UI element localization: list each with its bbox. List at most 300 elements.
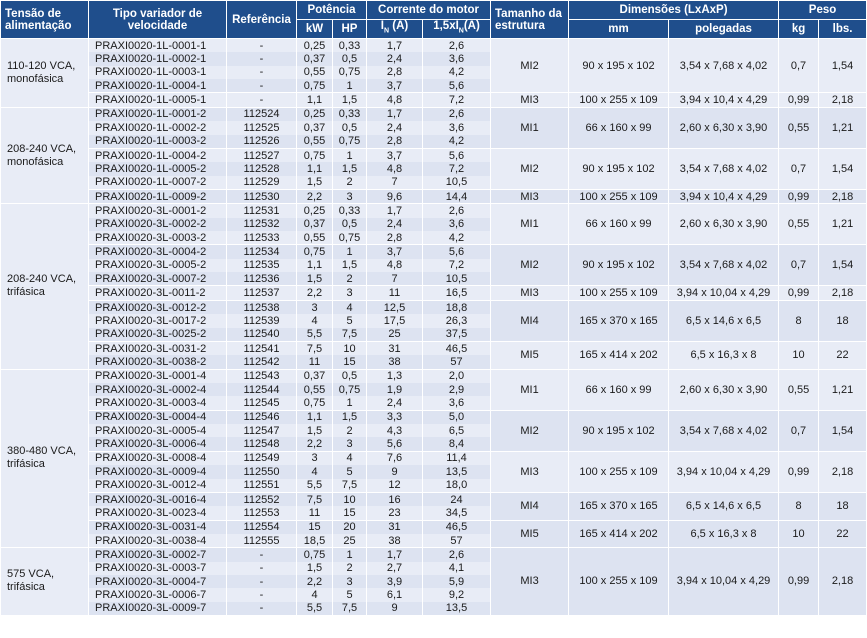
polegadas-cell: 6,5 x 14,6 x 6,5 — [669, 492, 779, 520]
hp-cell: 7,5 — [333, 328, 367, 342]
in-cell: 2,4 — [367, 52, 423, 65]
hp-cell: 1 — [333, 79, 367, 93]
i15-cell: 4,2 — [423, 135, 491, 149]
mm-cell: 66 x 160 x 99 — [569, 204, 669, 245]
kw-cell: 0,75 — [297, 148, 333, 162]
referencia-cell: - — [227, 79, 297, 93]
header-tipo: Tipo variador de velocidade — [89, 1, 227, 39]
in-cell: 2,8 — [367, 231, 423, 245]
header-i15-sub: N — [458, 27, 464, 35]
tipo-cell: PRAXI0020-3L-0009-7 — [89, 602, 227, 615]
polegadas-cell: 3,54 x 7,68 x 4,02 — [669, 39, 779, 93]
referencia-cell: 112524 — [227, 107, 297, 121]
in-cell: 9 — [367, 465, 423, 478]
in-cell: 4,3 — [367, 424, 423, 437]
hp-cell: 0,75 — [333, 231, 367, 245]
kg-cell: 0,7 — [779, 148, 819, 189]
table-row — [1, 286, 867, 300]
tipo-cell: PRAXI0020-3L-0002-7 — [89, 548, 227, 562]
referencia-cell: 112533 — [227, 231, 297, 245]
hp-cell: 4 — [333, 300, 367, 314]
lbs-cell: 1,54 — [819, 39, 867, 93]
tipo-cell: PRAXI0020-1L-0002-1 — [89, 52, 227, 65]
header-tensao: Tensão de alimentação — [1, 1, 89, 39]
hp-cell: 1 — [333, 396, 367, 410]
header-in-unit: (A) — [389, 20, 409, 33]
hp-cell: 1,5 — [333, 259, 367, 272]
in-cell: 12,5 — [367, 300, 423, 314]
i15-cell: 2,6 — [423, 39, 491, 53]
i15-cell: 5,6 — [423, 148, 491, 162]
i15-cell: 5,9 — [423, 575, 491, 588]
kw-cell: 0,55 — [297, 66, 333, 79]
i15-cell: 18,8 — [423, 300, 491, 314]
in-cell: 2,8 — [367, 135, 423, 149]
tamanho-cell: MI3 — [491, 93, 569, 107]
in-cell: 3,3 — [367, 410, 423, 424]
tipo-cell: PRAXI0020-3L-0004-7 — [89, 575, 227, 588]
polegadas-cell: 6,5 x 16,3 x 8 — [669, 341, 779, 369]
kw-cell: 0,75 — [297, 548, 333, 562]
referencia-cell: 112532 — [227, 218, 297, 231]
kw-cell: 5,5 — [297, 602, 333, 615]
referencia-cell: 112528 — [227, 162, 297, 175]
tipo-cell: PRAXI0020-1L-0005-2 — [89, 162, 227, 175]
lbs-cell: 2,18 — [819, 451, 867, 492]
i15-cell: 14,4 — [423, 189, 491, 203]
in-cell: 23 — [367, 506, 423, 520]
header-tamanho: Tamanho da estrutura — [491, 1, 569, 39]
hp-cell: 0,33 — [333, 107, 367, 121]
referencia-cell: 112547 — [227, 424, 297, 437]
referencia-cell: 112529 — [227, 176, 297, 190]
tipo-cell: PRAXI0020-3L-0012-4 — [89, 479, 227, 493]
kg-cell: 0,55 — [779, 107, 819, 148]
mm-cell: 66 x 160 x 99 — [569, 369, 669, 410]
tipo-cell: PRAXI0020-3L-0002-2 — [89, 218, 227, 231]
header-dimensoes: Dimensões (LxAxP) — [569, 1, 779, 20]
header-in — [367, 20, 423, 39]
in-cell: 2,4 — [367, 396, 423, 410]
tipo-cell: PRAXI0020-3L-0003-4 — [89, 396, 227, 410]
tamanho-cell: MI5 — [491, 341, 569, 369]
i15-cell: 3,6 — [423, 121, 491, 134]
hp-cell: 10 — [333, 492, 367, 506]
tensao-cell: 575 VCA, trifásica — [1, 548, 89, 615]
mm-cell: 100 x 255 x 109 — [569, 189, 669, 203]
i15-cell: 6,5 — [423, 424, 491, 437]
referencia-cell: 112552 — [227, 492, 297, 506]
referencia-cell: - — [227, 562, 297, 575]
mm-cell: 90 x 195 x 102 — [569, 245, 669, 286]
in-cell: 7 — [367, 176, 423, 190]
tipo-cell: PRAXI0020-3L-0009-4 — [89, 465, 227, 478]
hp-cell: 0,75 — [333, 383, 367, 396]
i15-cell: 8,4 — [423, 437, 491, 451]
tipo-cell: PRAXI0020-3L-0005-4 — [89, 424, 227, 437]
in-cell: 1,7 — [367, 107, 423, 121]
tamanho-cell: MI2 — [491, 148, 569, 189]
i15-cell: 7,2 — [423, 93, 491, 107]
table-row — [1, 189, 867, 203]
tamanho-cell: MI4 — [491, 492, 569, 520]
tipo-cell: PRAXI0020-3L-0025-2 — [89, 328, 227, 342]
mm-cell: 90 x 195 x 102 — [569, 148, 669, 189]
table-row — [1, 369, 867, 383]
referencia-cell: 112551 — [227, 479, 297, 493]
polegadas-cell: 3,94 x 10,04 x 4,29 — [669, 548, 779, 615]
in-cell: 12 — [367, 479, 423, 493]
tipo-cell: PRAXI0020-3L-0004-4 — [89, 410, 227, 424]
kw-cell: 1,1 — [297, 93, 333, 107]
in-cell: 2,7 — [367, 562, 423, 575]
in-cell: 9,6 — [367, 189, 423, 203]
kg-cell: 0,55 — [779, 369, 819, 410]
kw-cell: 2,2 — [297, 189, 333, 203]
mm-cell: 100 x 255 x 109 — [569, 286, 669, 300]
referencia-cell: - — [227, 602, 297, 615]
kw-cell: 4 — [297, 465, 333, 478]
kg-cell: 0,99 — [779, 451, 819, 492]
lbs-cell: 1,54 — [819, 410, 867, 451]
hp-cell: 0,75 — [333, 66, 367, 79]
in-cell: 3,7 — [367, 79, 423, 93]
mm-cell: 100 x 255 x 109 — [569, 451, 669, 492]
i15-cell: 10,5 — [423, 272, 491, 286]
tamanho-cell: MI1 — [491, 107, 569, 148]
referencia-cell: 112555 — [227, 534, 297, 548]
kw-cell: 0,55 — [297, 135, 333, 149]
lbs-cell: 2,18 — [819, 93, 867, 107]
table-row — [1, 107, 867, 121]
kw-cell: 2,2 — [297, 437, 333, 451]
i15-cell: 2,9 — [423, 383, 491, 396]
hp-cell: 0,5 — [333, 121, 367, 134]
kw-cell: 4 — [297, 588, 333, 601]
header-i15-main: 1,5xI — [433, 20, 459, 33]
hp-cell: 3 — [333, 189, 367, 203]
hp-cell: 5 — [333, 465, 367, 478]
tipo-cell: PRAXI0020-3L-0004-2 — [89, 245, 227, 259]
i15-cell: 2,6 — [423, 107, 491, 121]
referencia-cell: 112550 — [227, 465, 297, 478]
in-cell: 2,8 — [367, 66, 423, 79]
in-cell: 6,1 — [367, 588, 423, 601]
kg-cell: 0,99 — [779, 189, 819, 203]
i15-cell: 2,6 — [423, 548, 491, 562]
header-kw: kW — [297, 20, 333, 39]
hp-cell: 1,5 — [333, 162, 367, 175]
i15-cell: 4,2 — [423, 231, 491, 245]
kg-cell: 0,99 — [779, 93, 819, 107]
in-cell: 2,4 — [367, 121, 423, 134]
kw-cell: 3 — [297, 300, 333, 314]
i15-cell: 46,5 — [423, 520, 491, 534]
referencia-cell: 112525 — [227, 121, 297, 134]
in-cell: 2,4 — [367, 218, 423, 231]
referencia-cell: 112531 — [227, 204, 297, 218]
lbs-cell: 2,18 — [819, 286, 867, 300]
polegadas-cell: 3,94 x 10,4 x 4,29 — [669, 93, 779, 107]
kw-cell: 11 — [297, 355, 333, 369]
referencia-cell: 112548 — [227, 437, 297, 451]
kw-cell: 1,5 — [297, 424, 333, 437]
polegadas-cell: 3,54 x 7,68 x 4,02 — [669, 245, 779, 286]
referencia-cell: 112538 — [227, 300, 297, 314]
hp-cell: 0,5 — [333, 218, 367, 231]
i15-cell: 3,6 — [423, 396, 491, 410]
referencia-cell: 112537 — [227, 286, 297, 300]
tamanho-cell: MI1 — [491, 369, 569, 410]
mm-cell: 100 x 255 x 109 — [569, 93, 669, 107]
i15-cell: 2,6 — [423, 204, 491, 218]
referencia-cell: 112542 — [227, 355, 297, 369]
tipo-cell: PRAXI0020-1L-0009-2 — [89, 189, 227, 203]
tipo-cell: PRAXI0020-1L-0001-2 — [89, 107, 227, 121]
hp-cell: 1 — [333, 245, 367, 259]
i15-cell: 57 — [423, 355, 491, 369]
kw-cell: 1,5 — [297, 272, 333, 286]
polegadas-cell: 3,54 x 7,68 x 4,02 — [669, 148, 779, 189]
kw-cell: 4 — [297, 314, 333, 327]
in-cell: 38 — [367, 355, 423, 369]
in-cell: 4,8 — [367, 162, 423, 175]
mm-cell: 90 x 195 x 102 — [569, 39, 669, 93]
header-potencia: Potência — [297, 1, 367, 20]
hp-cell: 15 — [333, 506, 367, 520]
kw-cell: 0,25 — [297, 204, 333, 218]
referencia-cell: 112540 — [227, 328, 297, 342]
referencia-cell: 112543 — [227, 369, 297, 383]
mm-cell: 100 x 255 x 109 — [569, 548, 669, 615]
tamanho-cell: MI4 — [491, 300, 569, 341]
kw-cell: 2,2 — [297, 286, 333, 300]
kw-cell: 0,25 — [297, 107, 333, 121]
i15-cell: 37,5 — [423, 328, 491, 342]
polegadas-cell: 3,94 x 10,4 x 4,29 — [669, 189, 779, 203]
tipo-cell: PRAXI0020-3L-0003-2 — [89, 231, 227, 245]
table-row — [1, 148, 867, 162]
kw-cell: 5,5 — [297, 328, 333, 342]
hp-cell: 1,5 — [333, 410, 367, 424]
kw-cell: 3 — [297, 451, 333, 465]
kw-cell: 0,37 — [297, 121, 333, 134]
in-cell: 9 — [367, 602, 423, 615]
i15-cell: 24 — [423, 492, 491, 506]
tipo-cell: PRAXI0020-3L-0006-4 — [89, 437, 227, 451]
hp-cell: 4 — [333, 451, 367, 465]
in-cell: 5,6 — [367, 437, 423, 451]
kw-cell: 0,55 — [297, 383, 333, 396]
polegadas-cell: 3,94 x 10,04 x 4,29 — [669, 286, 779, 300]
polegadas-cell: 3,94 x 10,04 x 4,29 — [669, 451, 779, 492]
in-cell: 31 — [367, 520, 423, 534]
tipo-cell: PRAXI0020-3L-0031-2 — [89, 341, 227, 355]
referencia-cell: - — [227, 575, 297, 588]
i15-cell: 5,6 — [423, 79, 491, 93]
lbs-cell: 1,21 — [819, 204, 867, 245]
referencia-cell: - — [227, 93, 297, 107]
tipo-cell: PRAXI0020-3L-0038-4 — [89, 534, 227, 548]
lbs-cell: 1,54 — [819, 148, 867, 189]
header-polegadas: polegadas — [669, 20, 779, 39]
tamanho-cell: MI2 — [491, 39, 569, 93]
in-cell: 7 — [367, 272, 423, 286]
tamanho-cell: MI3 — [491, 286, 569, 300]
table-row — [1, 548, 867, 562]
referencia-cell: 112535 — [227, 259, 297, 272]
i15-cell: 26,3 — [423, 314, 491, 327]
tipo-cell: PRAXI0020-3L-0008-4 — [89, 451, 227, 465]
referencia-cell: - — [227, 588, 297, 601]
hp-cell: 2 — [333, 176, 367, 190]
kw-cell: 1,1 — [297, 162, 333, 175]
table-row — [1, 410, 867, 424]
kg-cell: 0,55 — [779, 204, 819, 245]
hp-cell: 7,5 — [333, 479, 367, 493]
header-i15-unit: (A) — [463, 20, 480, 33]
in-cell: 31 — [367, 341, 423, 355]
table-row — [1, 341, 867, 355]
hp-cell: 25 — [333, 534, 367, 548]
hp-cell: 2 — [333, 424, 367, 437]
in-cell: 1,7 — [367, 204, 423, 218]
in-cell: 1,9 — [367, 383, 423, 396]
i15-cell: 13,5 — [423, 465, 491, 478]
kg-cell: 0,7 — [779, 245, 819, 286]
tipo-cell: PRAXI0020-3L-0023-4 — [89, 506, 227, 520]
referencia-cell: 112541 — [227, 341, 297, 355]
lbs-cell: 22 — [819, 520, 867, 548]
kw-cell: 7,5 — [297, 341, 333, 355]
in-cell: 4,8 — [367, 259, 423, 272]
i15-cell: 3,6 — [423, 218, 491, 231]
tensao-cell: 208-240 VCA, trifásica — [1, 204, 89, 369]
tamanho-cell: MI2 — [491, 410, 569, 451]
hp-cell: 15 — [333, 355, 367, 369]
mm-cell: 90 x 195 x 102 — [569, 410, 669, 451]
hp-cell: 1 — [333, 148, 367, 162]
mm-cell: 165 x 370 x 165 — [569, 492, 669, 520]
kw-cell: 2,2 — [297, 575, 333, 588]
mm-cell: 165 x 414 x 202 — [569, 341, 669, 369]
referencia-cell: - — [227, 52, 297, 65]
hp-cell: 0,5 — [333, 369, 367, 383]
referencia-cell: - — [227, 66, 297, 79]
polegadas-cell: 2,60 x 6,30 x 3,90 — [669, 204, 779, 245]
tipo-cell: PRAXI0020-3L-0003-7 — [89, 562, 227, 575]
i15-cell: 10,5 — [423, 176, 491, 190]
i15-cell: 3,6 — [423, 52, 491, 65]
lbs-cell: 18 — [819, 300, 867, 341]
tamanho-cell: MI3 — [491, 189, 569, 203]
referencia-cell: - — [227, 39, 297, 53]
kw-cell: 15 — [297, 520, 333, 534]
i15-cell: 57 — [423, 534, 491, 548]
referencia-cell: 112526 — [227, 135, 297, 149]
in-cell: 1,7 — [367, 548, 423, 562]
in-cell: 1,3 — [367, 369, 423, 383]
tensao-cell: 380-480 VCA, trifásica — [1, 369, 89, 548]
header-i15 — [423, 20, 491, 39]
referencia-cell: 112546 — [227, 410, 297, 424]
in-cell: 16 — [367, 492, 423, 506]
tipo-cell: PRAXI0020-3L-0031-4 — [89, 520, 227, 534]
header-peso: Peso — [779, 1, 867, 20]
kg-cell: 8 — [779, 492, 819, 520]
header-hp: HP — [333, 20, 367, 39]
kw-cell: 11 — [297, 506, 333, 520]
referencia-cell: - — [227, 548, 297, 562]
header-in-sub: N — [383, 27, 390, 35]
hp-cell: 5 — [333, 314, 367, 327]
referencia-cell: 112530 — [227, 189, 297, 203]
lbs-cell: 1,21 — [819, 369, 867, 410]
referencia-cell: 112534 — [227, 245, 297, 259]
tipo-cell: PRAXI0020-1L-0007-2 — [89, 176, 227, 190]
i15-cell: 5,0 — [423, 410, 491, 424]
in-cell: 25 — [367, 328, 423, 342]
i15-cell: 5,6 — [423, 245, 491, 259]
tamanho-cell: MI1 — [491, 204, 569, 245]
table-body — [1, 39, 867, 616]
i15-cell: 7,2 — [423, 259, 491, 272]
i15-cell: 11,4 — [423, 451, 491, 465]
tipo-cell: PRAXI0020-3L-0002-4 — [89, 383, 227, 396]
in-cell: 3,7 — [367, 245, 423, 259]
kw-cell: 0,75 — [297, 79, 333, 93]
tipo-cell: PRAXI0020-3L-0016-4 — [89, 492, 227, 506]
in-cell: 11 — [367, 286, 423, 300]
header-referencia: Referência — [227, 1, 297, 39]
in-cell: 17,5 — [367, 314, 423, 327]
tamanho-cell: MI3 — [491, 451, 569, 492]
kw-cell: 5,5 — [297, 479, 333, 493]
kw-cell: 18,5 — [297, 534, 333, 548]
in-cell: 3,7 — [367, 148, 423, 162]
hp-cell: 10 — [333, 341, 367, 355]
i15-cell: 4,2 — [423, 66, 491, 79]
lbs-cell: 18 — [819, 492, 867, 520]
hp-cell: 1 — [333, 548, 367, 562]
tipo-cell: PRAXI0020-1L-0004-2 — [89, 148, 227, 162]
polegadas-cell: 6,5 x 16,3 x 8 — [669, 520, 779, 548]
referencia-cell: 112527 — [227, 148, 297, 162]
tipo-cell: PRAXI0020-3L-0017-2 — [89, 314, 227, 327]
mm-cell: 165 x 414 x 202 — [569, 520, 669, 548]
kw-cell: 0,75 — [297, 396, 333, 410]
tensao-cell: 110-120 VCA, monofásica — [1, 39, 89, 108]
tipo-cell: PRAXI0020-3L-0001-2 — [89, 204, 227, 218]
referencia-cell: 112545 — [227, 396, 297, 410]
hp-cell: 2 — [333, 562, 367, 575]
kg-cell: 10 — [779, 341, 819, 369]
kw-cell: 1,5 — [297, 176, 333, 190]
kw-cell: 0,25 — [297, 39, 333, 53]
hp-cell: 0,75 — [333, 135, 367, 149]
hp-cell: 0,33 — [333, 39, 367, 53]
in-cell: 1,7 — [367, 39, 423, 53]
tipo-cell: PRAXI0020-1L-0003-1 — [89, 66, 227, 79]
kw-cell: 1,5 — [297, 562, 333, 575]
tipo-cell: PRAXI0020-3L-0038-2 — [89, 355, 227, 369]
header-mm: mm — [569, 20, 669, 39]
hp-cell: 5 — [333, 588, 367, 601]
i15-cell: 46,5 — [423, 341, 491, 355]
in-cell: 7,6 — [367, 451, 423, 465]
referencia-cell: 112549 — [227, 451, 297, 465]
kw-cell: 7,5 — [297, 492, 333, 506]
